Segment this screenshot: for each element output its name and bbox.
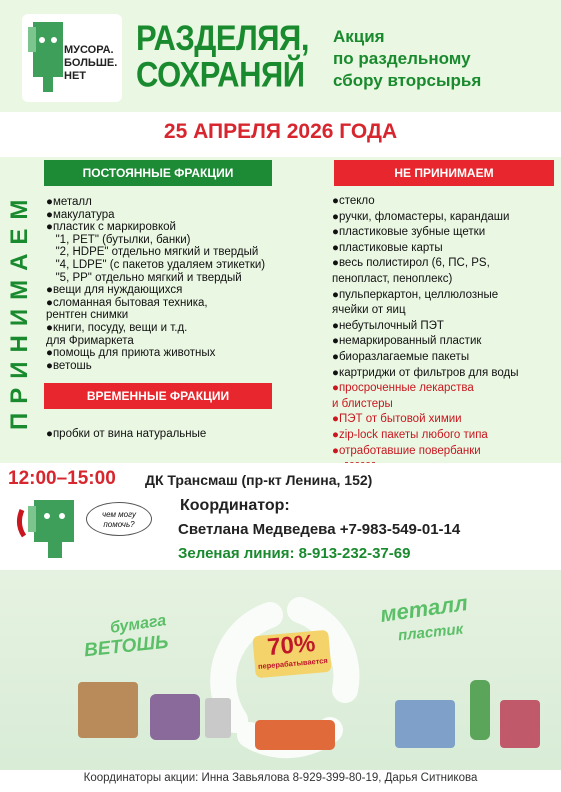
page-subtitle: Акция по раздельному сбору вторсырья <box>333 27 482 90</box>
logo <box>22 14 122 102</box>
list-item: ●стекло <box>332 195 375 207</box>
list-item: ●биоразлагаемые пакеты <box>332 350 470 363</box>
mascot-icon <box>28 22 68 92</box>
percent-badge: 70% перерабатывается <box>252 630 331 678</box>
list-item: ●книги, посуду, вещи и т.д. <box>46 321 188 334</box>
list-item: ●сломанная бытовая техника, <box>46 296 208 309</box>
list-item: ●zip-lock пакеты любого типа <box>332 428 488 441</box>
not-accepted-tag: НЕ ПРИНИМАЕМ <box>334 160 554 186</box>
divider <box>345 462 375 463</box>
list-item: рентген снимки <box>46 309 129 322</box>
permanent-list <box>46 196 265 372</box>
list-item: ●помощь для приюта животных <box>46 347 216 360</box>
footer-coordinators: Координаторы акции: Инна Завьялова 8-929-399-80-19, Дарья Ситникова <box>83 772 478 784</box>
list-item: и блистеры <box>332 397 393 410</box>
coordinator-contact: Светлана Медведева +7-983-549-01-14 <box>178 521 461 538</box>
word-plastic: пластик <box>397 620 464 645</box>
list-item: ●картриджи от фильтров для воды <box>332 366 519 379</box>
list-item: ●немаркированный пластик <box>332 335 482 348</box>
list-item: "4, LDPE" (с пакетов удаляем этикетки) <box>46 258 266 271</box>
list-item: ●пластиковые карты <box>332 241 443 254</box>
list-item: ●пробки от вина натуральные <box>46 428 207 440</box>
speech-bubble: чем могу помочь? <box>86 502 152 536</box>
temporary-fractions-tag: ВРЕМЕННЫЕ ФРАКЦИИ <box>44 383 272 409</box>
list-item: ●ветошь <box>46 359 92 372</box>
list-item: ячейки от яиц <box>332 304 406 317</box>
event-place: ДК Трансмаш (пр-кт Ленина, 152) <box>145 472 373 488</box>
list-item: ●просроченные лекарства <box>332 382 474 395</box>
list-item: "2, HDPE" отдельно мягкий и твердый <box>46 246 259 259</box>
list-item: ●вещи для нуждающихся <box>46 284 183 297</box>
list-item: ●металл <box>46 196 92 208</box>
list-item: ●ПЭТ от бытовой химии <box>332 413 462 426</box>
word-rags: ВЕТОШЬ <box>83 631 170 662</box>
page-title: РАЗДЕЛЯЯ, СОХРАНЯЙ <box>136 17 309 95</box>
permanent-fractions-tag: ПОСТОЯННЫЕ ФРАКЦИИ <box>44 160 272 186</box>
list-item: ●пластиковые зубные щетки <box>332 226 486 239</box>
word-metal: металл <box>378 590 470 628</box>
list-item: ●весь полистирол (6, ПС, PS, <box>332 257 490 270</box>
coordinator-label: Координатор: <box>180 497 290 514</box>
list-item: ●отработавшие повербанки <box>332 444 481 457</box>
list-item: пенопласт, пеноплекс) <box>332 272 453 285</box>
list-item: для Фримаркета <box>46 334 134 347</box>
word-paper: бумага <box>109 612 168 637</box>
list-item: ●пластик с маркировкой <box>46 221 176 234</box>
event-date: 25 АПРЕЛЯ 2026 ГОДА <box>163 120 398 143</box>
list-item: "5, PP" отдельно мягкий и твердый <box>46 271 242 284</box>
list-item: "1, PET" (бутылки, банки) <box>46 233 191 246</box>
list-item: ●небутылочный ПЭТ <box>332 319 444 332</box>
event-time: 12:00–15:00 <box>8 468 116 489</box>
logo-text: МУСОРА. БОЛЬШЕ. НЕТ <box>64 44 118 82</box>
green-line-phone: Зеленая линия: 8-913-232-37-69 <box>178 545 411 562</box>
vertical-accepted-label: ПРИНИМАЕМ <box>6 190 33 430</box>
list-item: ●ручки, фломастеры, карандаши <box>332 210 510 223</box>
header-band <box>0 0 561 112</box>
list-item: ●макулатура <box>46 208 115 221</box>
not-accepted-list <box>332 194 518 459</box>
list-item: ●пульперкартон, целлюлозные <box>332 288 499 301</box>
mascot-phone-icon <box>14 496 84 562</box>
temporary-list <box>46 428 206 441</box>
